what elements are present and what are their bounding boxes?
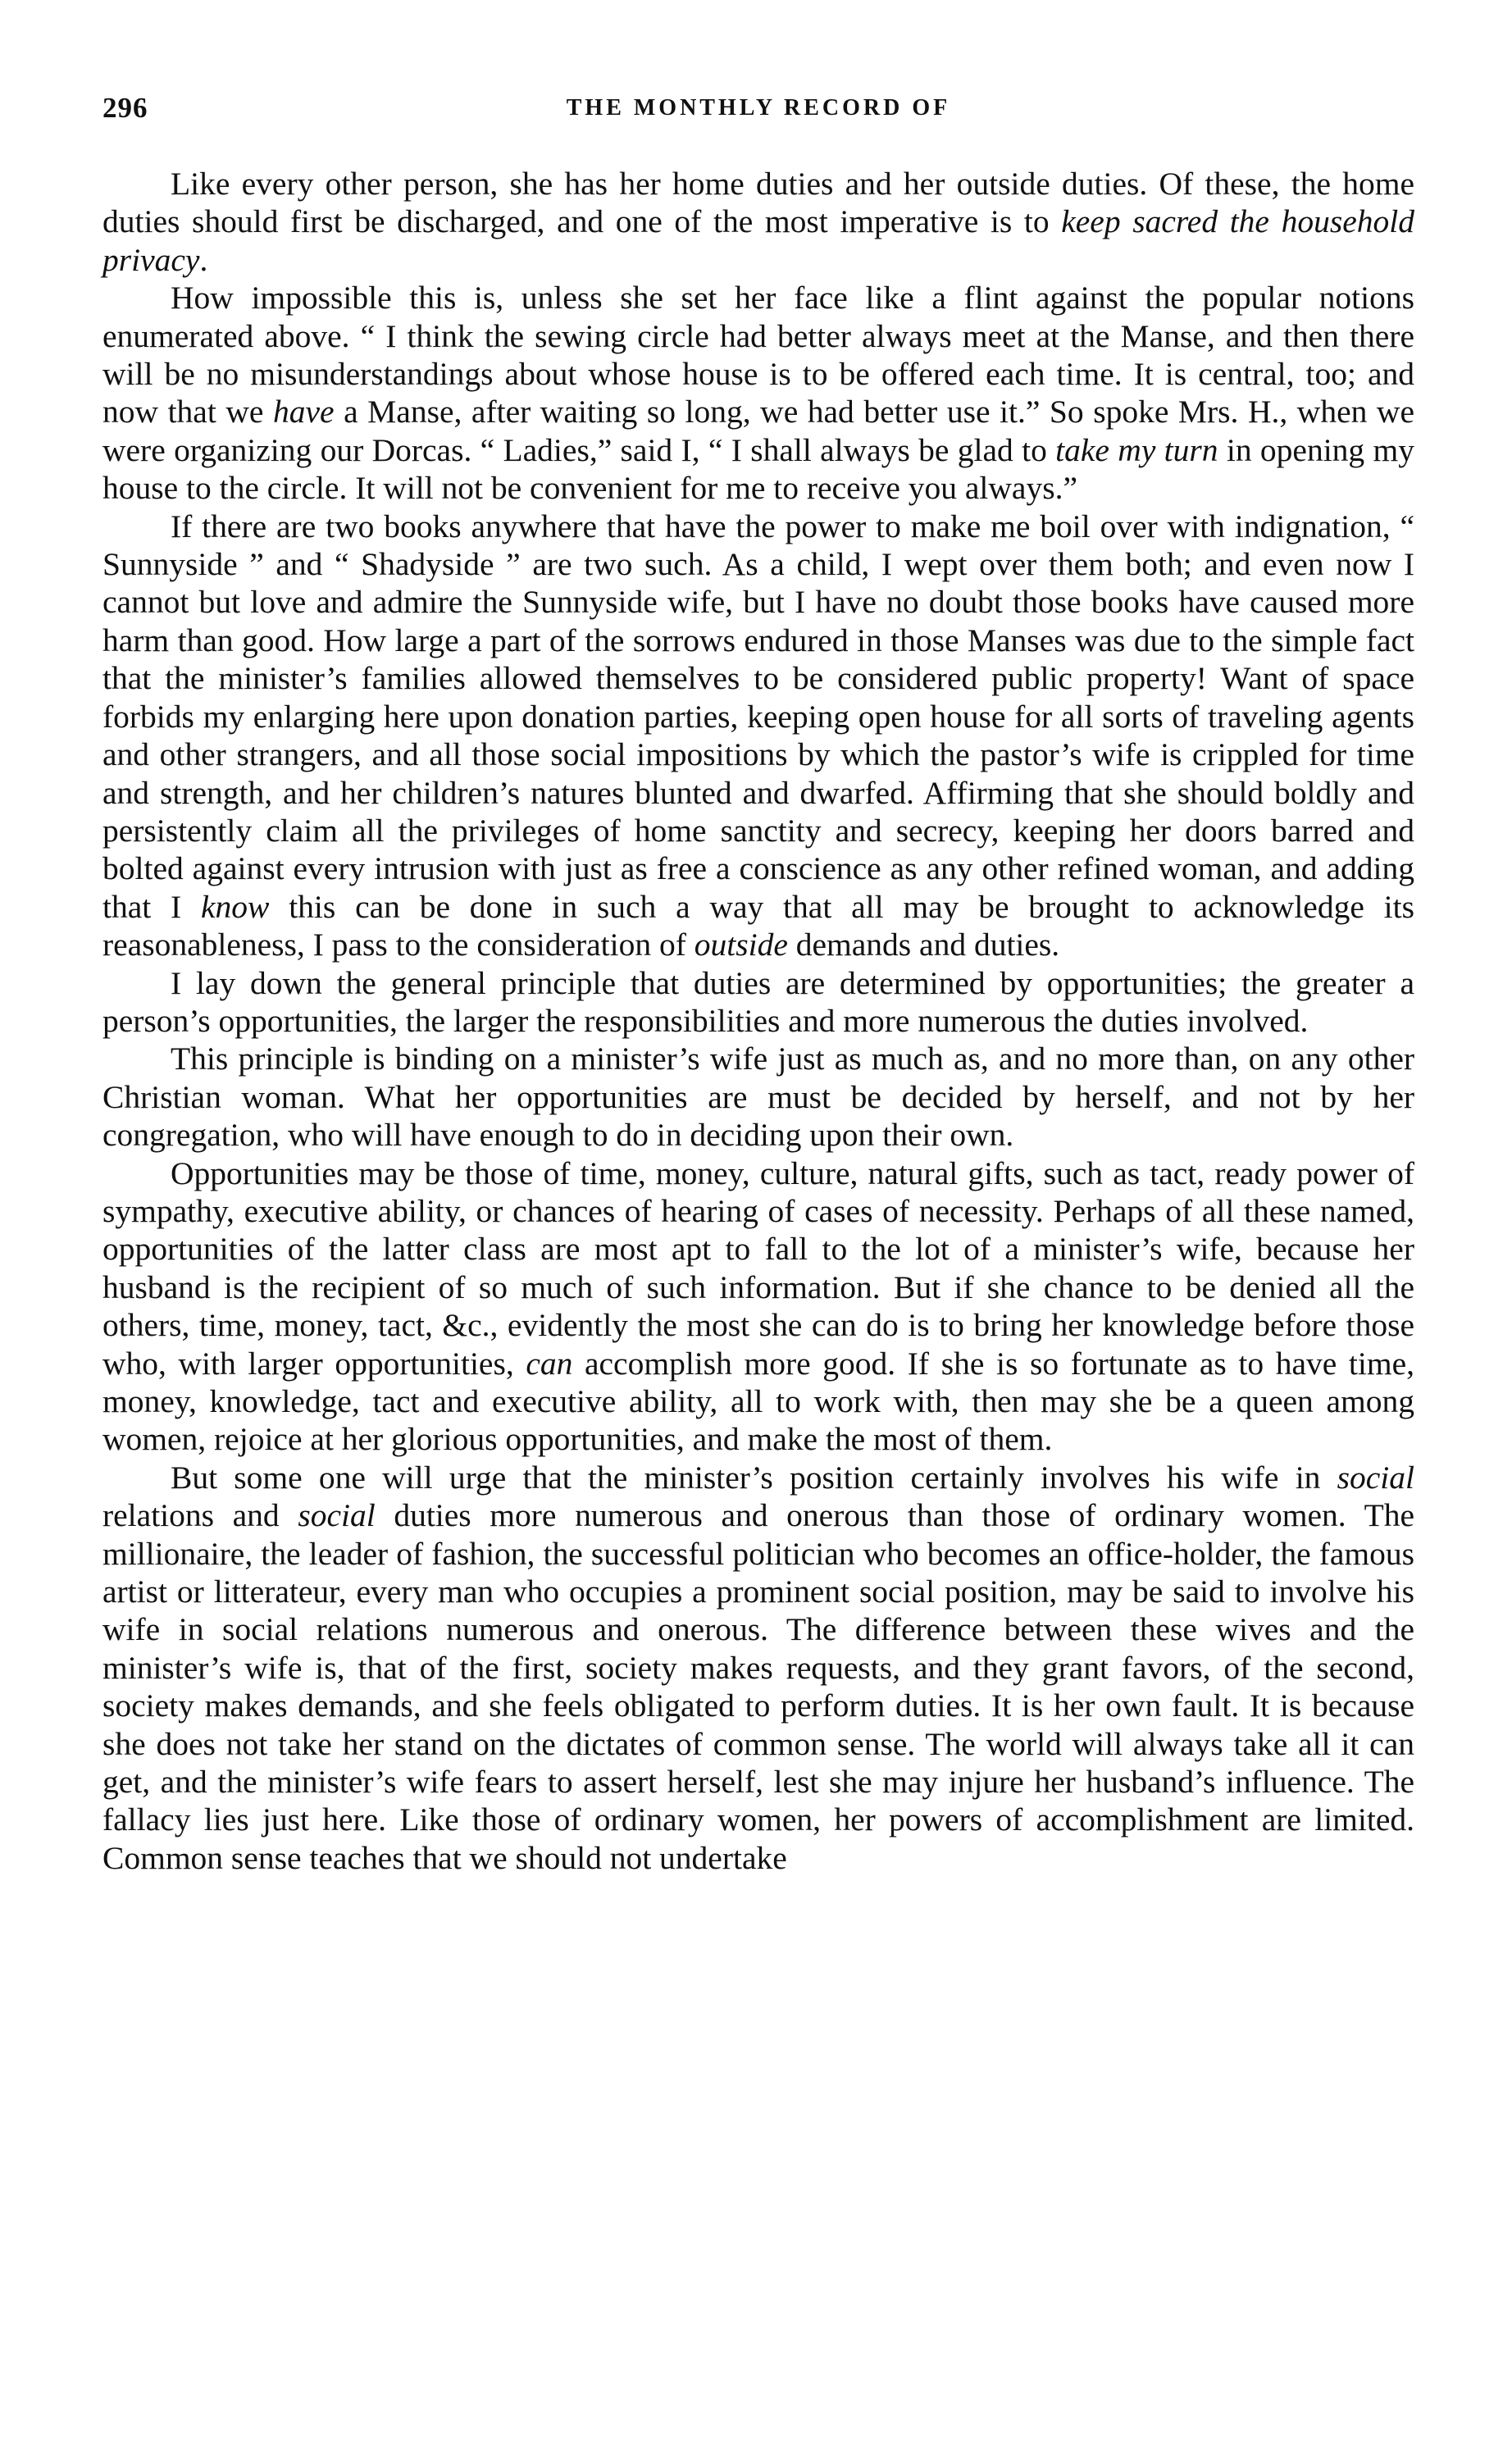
page-number: 296 [102,92,148,124]
paragraph: How impossible this is, unless she set her face like a flint against the popular notions enumerated above. “ I think the sewing circle had better always meet at the Manse, and then there will be no misunderstandings about whose house is to be offered each time. It is central, too; and now that we have a Manse, after waiting so long, we had better use it.” So spoke Mrs. H., when we were organizing our Dorcas. “ Ladies,” said I, “ I shall always be glad to take my turn in opening my house to the circle. It will not be convenient for me to receive you always.” [102,280,1414,507]
page-header [102,92,1414,125]
emphasis: know [201,888,270,925]
paragraph: I lay down the general principle that duties are determined by opportunities; the greater a person’s opportunities, the larger the responsibilities and more numerous the duties involved. [102,964,1414,1039]
paragraph: Like every other person, she has her home duties and her outside duties. Of these, the home duties should first be discharged, and one of the most imperative is to keep sacred the household privacy. [102,166,1414,278]
paragraph: Opportunities may be those of time, money, culture, natural gifts, such as tact, ready power of sympathy, executive ability, or chances of hearing of cases of necessity. Perhaps of all these named, opportunities of the latter class are most apt to fall to the lot of a minister’s wife, because her husband is the recipient of so much of such information. But if she chance to be denied all the others, time, money, tact, &c., evidently the most she can do is to bring her knowledge before those who, with larger opportunities, can accomplish more good. If she is so fortunate as to have time, money, knowledge, tact and executive ability, all to work with, then may she be a queen among women, rejoice at her glorious opportunities, and make the most of them. [102,1154,1415,1458]
emphasis: social [1337,1459,1414,1496]
emphasis: have [272,394,335,430]
emphasis: keep sacred the household privacy [102,203,1414,278]
emphasis: can [526,1345,573,1382]
running-title: THE MONTHLY RECORD OF [566,95,951,121]
paragraph: If there are two books anywhere that have the power to make me boil over with indignation, “ Sunnyside ” and “ Shadyside ” are two such. As a child, I wept over them both; and even now I cannot but love and admire the Sunnyside wife, but I have no doubt those books have caused more harm than good. How large a part of the sorrows endured in those Manses was due to the simple fact that the minister’s families allowed themselves to be considered public property! Want of space forbids my enlarging here upon donation parties, keeping open house for all sorts of traveling agents and other strangers, and all those social impositions by which the pastor’s wife is crippled for time and strength, and her children’s natures blunted and dwarfed. Affirming that she should boldly and persistently claim all the privileges of home sanctity and secrecy, keeping her doors barred and bolted against every intrusion with just as free a conscience as any other refined woman, and adding that I know this can be done in such a way that all may be brought to acknowledge its reasonableness, I pass to the consideration of outside demands and duties. [102,508,1414,963]
emphasis: outside [694,927,788,963]
emphasis: take my turn [1055,431,1218,468]
body-text [102,165,1414,1877]
emphasis: social [298,1497,376,1534]
paragraph: But some one will urge that the minister’s position certainly involves his wife in social relations and social duties more numerous and onerous than those of ordinary women. The millionaire, the leader of fashion, the successful politician who becomes an office-holder, the famous artist or litterateur, every man who occupies a prominent social position, may be said to involve his wife in social relations numerous and onerous. The difference between these wives and the minister’s wife is, that of the first, society makes requests, and they grant favors, of the second, society makes demands, and she feels obligated to perform duties. It is her own fault. It is because she does not take her stand on the dictates of common sense. The world will always take all it can get, and the minister’s wife fears to assert herself, lest she may injure her husband’s influence. The fallacy lies just here. Like those of ordinary women, her powers of accomplishment are limited. Common sense teaches that we should not undertake [102,1459,1415,1876]
paragraph: This principle is binding on a minister’s wife just as much as, and no more than, on any other Christian woman. What her opportunities are must be decided by herself, and not by her congregation, who will have enough to do in deciding upon their own. [102,1041,1414,1154]
